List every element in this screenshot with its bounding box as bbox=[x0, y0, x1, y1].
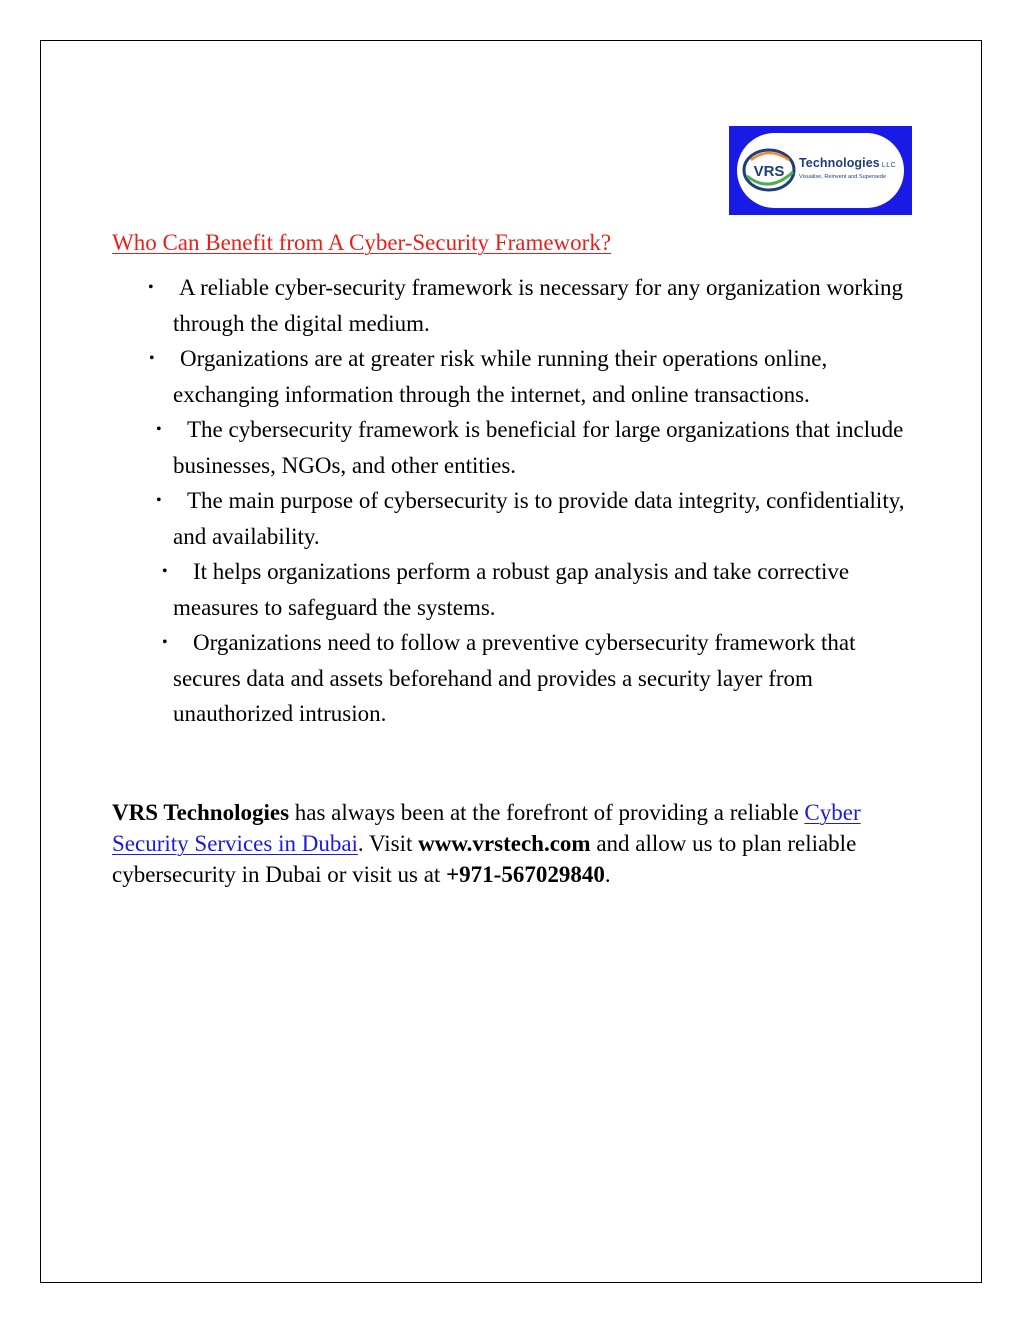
list-item: • The cybersecurity framework is beneficial for large organizations that include businesses, NGOs, and other entities. bbox=[112, 412, 912, 483]
section-heading: Who Can Benefit from A Cyber-Security Framework? bbox=[112, 230, 612, 255]
phone-number: +971-567029840 bbox=[446, 862, 605, 887]
logo-tagline: Visualise, Reinvent and Supersede bbox=[799, 174, 886, 180]
list-item: • It helps organizations perform a robust gap analysis and take corrective measures to safeguard the systems. bbox=[112, 554, 912, 625]
list-item: • Organizations need to follow a preventive cybersecurity framework that secures data and assets beforehand and provides a security layer from unauthorized intrusion. bbox=[112, 625, 912, 732]
logo-badge bbox=[737, 133, 904, 208]
vrs-logo-icon bbox=[741, 146, 797, 194]
cyber-security-services-link[interactable]: Cyber Security Services in Dubai bbox=[112, 800, 861, 856]
benefit-list bbox=[112, 270, 912, 732]
closing-text-3: and allow us to plan reliable cybersecurity in Dubai or visit us at bbox=[112, 831, 857, 887]
closing-text-1: has always been at the forefront of providing a reliable bbox=[289, 800, 805, 825]
list-item: • A reliable cyber-security framework is necessary for any organization working through the digital medium. bbox=[112, 270, 912, 341]
logo-suffix: LLC bbox=[881, 162, 897, 169]
logo-wordmark bbox=[799, 156, 896, 170]
closing-paragraph bbox=[112, 797, 902, 890]
list-item: • Organizations are at greater risk while running their operations online, exchanging information through the internet, and online transactions. bbox=[112, 341, 912, 412]
website-address: www.vrstech.com bbox=[418, 831, 591, 856]
company-name: VRS Technologies bbox=[112, 800, 290, 825]
closing-text-2: . Visit bbox=[357, 831, 419, 856]
company-logo bbox=[729, 126, 912, 215]
closing-text-4: . bbox=[604, 862, 611, 887]
logo-monogram: VRS bbox=[753, 163, 785, 180]
list-item: • The main purpose of cybersecurity is to provide data integrity, confidentiality, and availability. bbox=[112, 483, 912, 554]
logo-word: Technologies bbox=[799, 156, 880, 170]
